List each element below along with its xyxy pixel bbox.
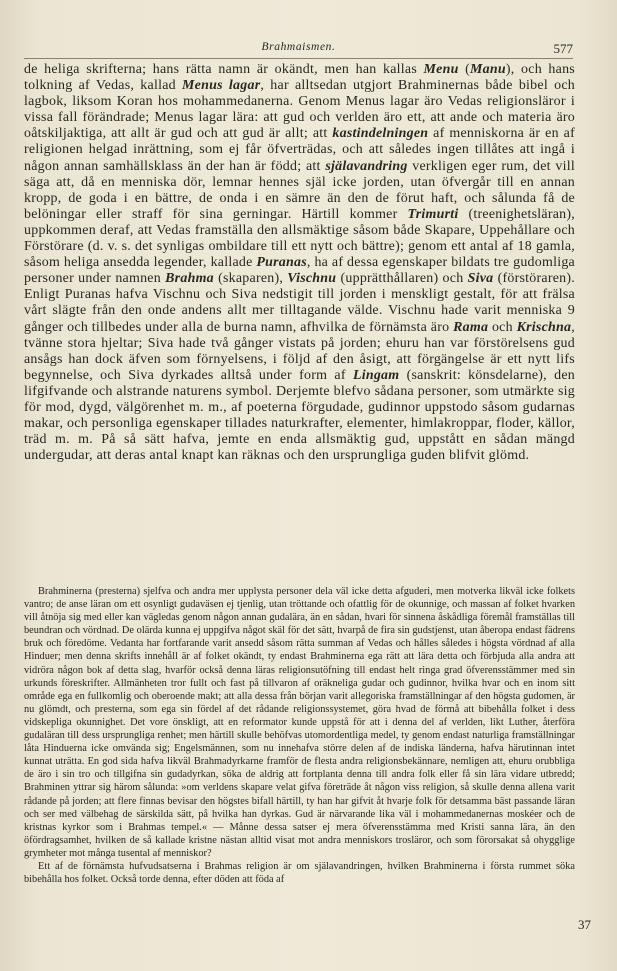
paragraph-brahmins: Brahminerna (presterna) sjelfva och andra mer upplysta personer dela väl icke detta afguderi, men motverka likväl icke folkets vantro; de anse läran om ett osynligt gudaväsen ej tjenlig, utan tröttande och ofattlig för de okunnige, och massan af folket hvarken vill åtnöja sig med eller kan vägledas genom någon annan gudalära, än en sådan, hvari för sinnena åskådliga föremål framställas till beundran och vördnad. De olärda kunna ej uppgifva något skäl för det sätt, hvarpå de fira sin gudstjenst, utan åberopa endast fädrens bruk och föredöme. Vedanta har fortfarande varit ansedd såsom rätta summan af Vedas och hålles således i högsta vördnad af alla Hinduer; men denna skrifts innehåll är af folket okändt, ty endast Brahminerna ega rätt att lära detta och förbjuda alla andra att vidröra någon bok af detta slag, hvarför också denna läras religionsutöfning till endast helt ringa grad öfverensstämmer med sin urkunds föreskrifter. Allmänheten tror fullt och fast på tillvaron af oräkneliga gudar och gudinnor, hvilka hvar och en inom sitt område ega en fullkomlig och oberoende makt; att alla dessa från början varit allegoriska framställningar af den högsta gudomen, är nu glömdt, och presterna, som ega sin fördel af det rådande religionssystemet, göra hvad de förmå att bibehålla folket i dess vidskepliga okunnighet. Det vore önskligt, att en reformator kunde uppstå för att i denna del af verlden, likt Luther, återföra gudaläran till dess ursprungliga renhet; men härtill skulle behöfvas utomordentliga medel, ty genom endast naturliga framställningar låta Hinduerna icke omvända sig; Engelsmännen, som nu innehafva större delen af de indiska länderna, hafva härutinnan intet kunnat uträtta. En god sida hafva likväl Brahmadyrkarne framför de flesta andra religionsbekännare, nemligen att, ehuru orubbliga de äro i sin tro och tillgifna sin gudadyrkan, söka de aldrig att fortplanta denna till andra folk eller få sin lära vidare utbredd; Brahminen yttrar sig härom sålunda: »om verldens skapare velat gifva företräde åt någon viss religion, så skulle denna allena varit rådande på jorden; att flere finnas bevisar den högstes bifall härtill, ty han har gifvit åt hvarje folk för detsamma bäst passande läran och ser med välbehag de särskilda sätt, på hvilka han dyrkas. Gud är närvarande lika väl i mohammedanernas moskéer och de kristnas kyrkor som i Brahmas tempel.« — Månne dessa satser ej mera öfverensstämma med Kristi sanna lära, än den öfördragsamhet, hvilken de så kallade kristne nästan alltid visat mot andra menniskors trosläror, och som förorsakat så ohygglige grymheter mot många tusental af menniskor? (24, 586, 575, 859)
term-lingam: Lingam (352, 367, 400, 383)
page-header (24, 41, 573, 57)
term-vischnu: Vischnu (287, 271, 337, 287)
paragraph-doctrine: de heliga skrifterna; hans rätta namn är okändt, men han kallas Menu (Manu), och hans tolkning af Vedas, kallad Menus lagar, har alltsedan utgjort Brahminernas både bibel och lagbok, liksom Koran hos mohammedanerna. Genom Menus lagar äro Vedas religionsläror i vissa fall förändrade; Menus lagar lära: att gud och verlden äro ett, att ande och materia äro oåtskiljaktiga, att allt är gud och att gud är allt; att kastindelningen af menniskorna är en af religionen helgad inrättning, som ej får öfverträdas, och att således ingen tillåtes att ingå i någon annan samhällsklass än der han är född; att själavandring verkligen eger rum, det vill säga att, då en menniska dör, lemnar hennes själ icke jorden, utan öfvergår till en annan kropp, de goda i en bättre, de onda i en sämre än den de förut haft, och sålunda få de belöningar eller straff för sina gerningar. Härtill kommer Trimurti (treenighetsläran), uppkommen deraf, att Vedas framställa den allsmäktige såsom både Skapare, Uppehållare och Förstörare (d. v. s. det synligas ombildare till ett nytt och bättre); genom ett antal af 18 gamla, såsom heliga ansedda legender, kallade Puranas, ha af dessa egenskaper bildats tre gudomliga personer under namnen Brahma (skaparen), Vischnu (upprätthållaren) och Siva (förstöraren). Enligt Puranas hafva Vischnu och Siva nedstigit till jorden i menskligt gestalt, för att frälsa vårt slägte från den onde andens allt mer tilltagande välde. Vischnu hade varit menniska 9 gånger och tillbedes under alla de burna namn, afhvilka de förnämsta äro Rama och Krischna, tvänne stora hjeltar; Siva hade två gånger vistats på jorden; ehuru han var förstörelsens gud ansågs han dock äfven som förnyelsens, i följd af den åsigt, att förgängelse är ett nytt lifs begynnelse, och Siva dyrkades alltså under form af Lingam (sanskrit: könsdelarne), den lifgifvande och alstrande naturens symbol. Derjemte blefvo sådana personer, som utmärkte sig för mod, dygd, välgörenhet m. m., af poeterna förgudade, gudinnor uppstodo såsom gudarnas makar, och personliga egenskaper tillades naturkrafter, elementer, himlakroppar, floder, källor, träd m. m. På så sätt hafva, jemte en enda allsmäktig gud, uppstått en sådan mängd undergudar, att deras antal knapt kan räknas och den ursprungliga guden blifvit glömd. (24, 62, 575, 464)
page-number: 577 (553, 41, 573, 56)
small-print-section (24, 585, 575, 886)
term-siva: Siva (467, 271, 494, 287)
term-sjalavandring: själavandring (325, 158, 408, 174)
paragraph-soul-migration: Ett af de förnämsta hufvudsatserna i Brahmas religion är om själavandringen, hvilken Brahminerna i första rummet söka bibehålla hos folket. Också torde denna, efter döden att föda af (24, 860, 575, 886)
term-puranas: Puranas (256, 255, 307, 271)
main-text (24, 62, 575, 464)
term-brahma: Brahma (165, 271, 214, 287)
header-rule (24, 58, 573, 59)
signature-mark: 37 (578, 917, 591, 932)
term-rama: Rama (453, 319, 489, 335)
running-title: Brahmaismen. (261, 41, 336, 53)
term-menus-lagar: Menus lagar (182, 78, 261, 94)
term-menu: Menu (423, 62, 459, 77)
term-krischna: Krischna (516, 319, 572, 335)
term-kastindelningen: kastindelningen (332, 126, 429, 142)
term-manu: Manu (470, 62, 506, 77)
term-trimurti: Trimurti (407, 206, 459, 222)
